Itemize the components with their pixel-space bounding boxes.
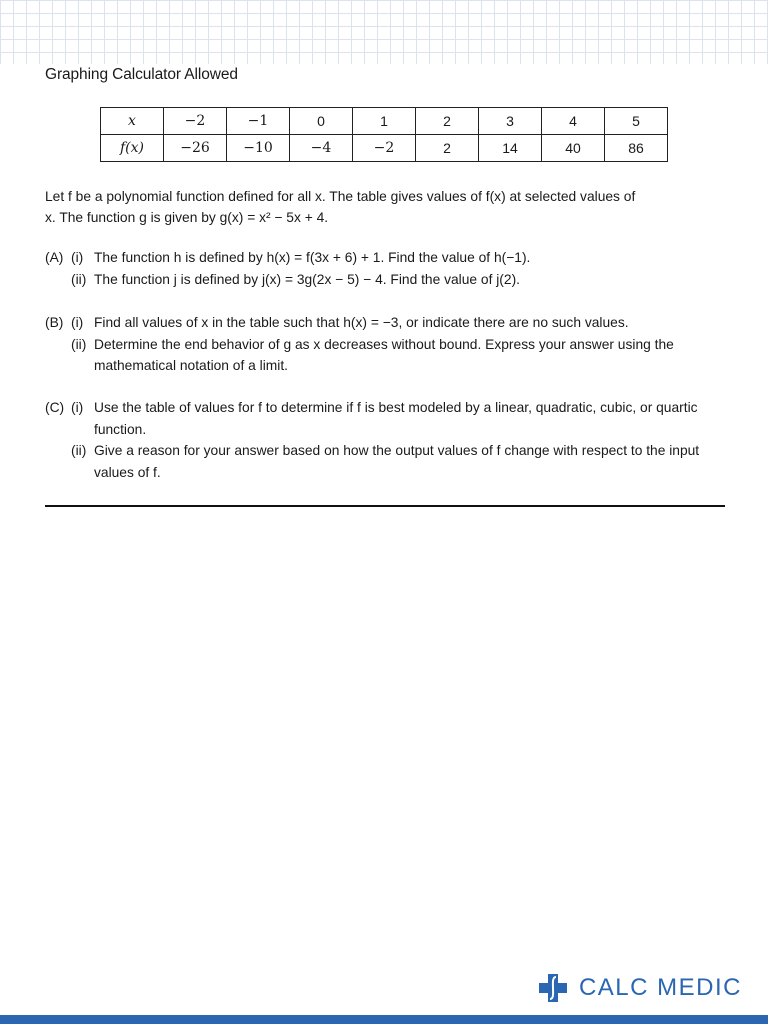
subpart-text: Find all values of x in the table such that h(x) = −3, or indicate there are no such values. xyxy=(94,315,629,330)
medical-cross-integral-icon xyxy=(537,972,569,1004)
table-cell: 86 xyxy=(605,135,668,162)
brand-name: CALC MEDIC xyxy=(578,974,742,1001)
part-label: (C) xyxy=(45,400,65,415)
subpart-label: (ii) xyxy=(71,336,87,352)
table-cell: 0 xyxy=(290,108,353,135)
values-table xyxy=(100,107,668,162)
table-cell: −2 xyxy=(164,108,227,135)
table-cell: 2 xyxy=(416,135,479,162)
intro-line: x. The function g is given by g(x) = x² − 5x + 4. xyxy=(45,210,329,225)
table-cell: −1 xyxy=(227,108,290,135)
part-a xyxy=(45,247,735,290)
table-cell: −4 xyxy=(290,135,353,162)
table-row-label: x xyxy=(101,108,164,135)
table-cell: 40 xyxy=(542,135,605,162)
subpart-label: (ii) xyxy=(71,271,87,287)
subpart-label: (i) xyxy=(71,400,84,415)
subpart-label: (i) xyxy=(71,315,84,330)
part-label: (A) xyxy=(45,250,64,265)
problem-intro xyxy=(45,186,725,228)
subpart-text: Give a reason for your answer based on how the output values of f change with respect to the input values of f. xyxy=(94,443,700,480)
part-c xyxy=(45,397,735,483)
subpart-text: The function h is defined by h(x) = f(3x + 6) + 1. Find the value of h(−1). xyxy=(94,250,531,265)
table-row-label: f(x) xyxy=(101,135,164,162)
subpart-label: (ii) xyxy=(71,443,87,458)
grid-paper-header xyxy=(0,0,768,64)
subpart-text: Determine the end behavior of g as x decreases without bound. Express your answer using the mathematical notation of a limit. xyxy=(94,336,674,373)
table-cell: −10 xyxy=(227,135,290,162)
page-heading: Graphing Calculator Allowed xyxy=(45,66,238,83)
subpart-text: The function j is defined by j(x) = 3g(2x − 5) − 4. Find the value of j(2). xyxy=(94,271,521,287)
footer-bar xyxy=(0,1015,768,1024)
table-cell: 2 xyxy=(416,108,479,135)
brand-logo xyxy=(537,972,742,1004)
table-row-fx xyxy=(101,135,668,162)
table-cell: 14 xyxy=(479,135,542,162)
subpart-text: Use the table of values for f to determine if f is best modeled by a linear, quadratic, cubic, or quartic function. xyxy=(94,400,698,437)
table-cell: 1 xyxy=(353,108,416,135)
table-cell: 4 xyxy=(542,108,605,135)
table-cell: 3 xyxy=(479,108,542,135)
part-label: (B) xyxy=(45,315,64,330)
table-cell: −2 xyxy=(353,135,416,162)
intro-line: Let f be a polynomial function defined for all x. The table gives values of f(x) at selected values of xyxy=(45,189,636,204)
part-b xyxy=(45,312,735,377)
section-divider xyxy=(45,505,725,507)
table-cell: 5 xyxy=(605,108,668,135)
subpart-label: (i) xyxy=(71,250,84,265)
table-cell: −26 xyxy=(164,135,227,162)
table-row-x xyxy=(101,108,668,135)
